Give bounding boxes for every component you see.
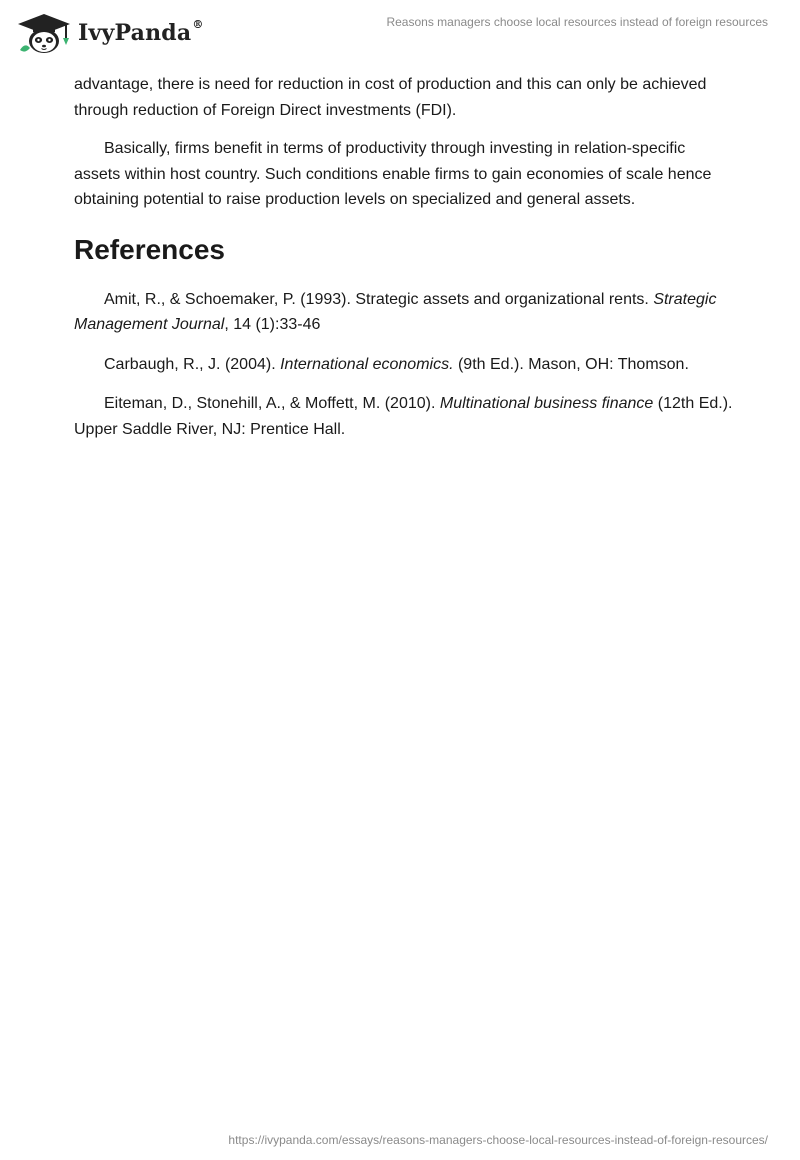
registered-mark: ® [192,18,204,31]
page-header [0,0,800,70]
running-title: Reasons managers choose local resources instead of foreign resources [386,15,768,29]
reference-entry: Carbaugh, R., J. (2004). International economics. (9th Ed.). Mason, OH: Thomson. [104,355,689,373]
reference-entry: Eiteman, D., Stonehill, A., & Moffett, M. (2010). Multinational business finance (12th Ed.). Upper Saddle River, NJ: Prentice Hall. [74,395,733,438]
essay-body [74,72,734,456]
body-paragraph: advantage, there is need for reduction in cost of production and this can only be achieved through reduction of Foreign Direct investments (FDI). [74,76,707,119]
reference-source-title: Multinational business finance [439,395,654,412]
panda-graduation-cap-icon [16,12,72,54]
reference-source-title: International economics. [280,355,454,373]
brand-name: IvyPanda® [78,18,204,46]
reference-source-title: Strategic Management Journal [74,290,717,333]
reference-entry: Amit, R., & Schoemaker, P. (1993). Strategic assets and organizational rents. Strategic Management Journal, 14 (1):33-46 [74,290,717,333]
references-heading: References [74,233,225,265]
ivypanda-logo[interactable] [16,8,204,58]
body-paragraph: Basically, firms benefit in terms of productivity through investing in relation-specific assets within host country. Such conditions enable firms to gain economies of scale hence obtaining potential to raise production levels on specialized and general assets. [74,140,712,208]
source-url-link[interactable]: https://ivypanda.com/essays/reasons-managers-choose-local-resources-instead-of-foreign-resources/ [228,1133,768,1147]
